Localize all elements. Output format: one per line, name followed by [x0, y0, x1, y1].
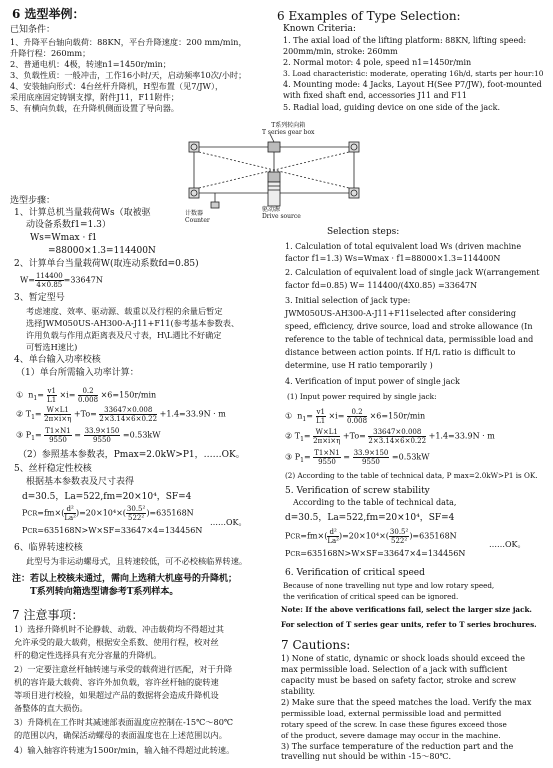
step3-text: 考虑速度、效率、驱动源、载重以及行程的余量后暂定: [26, 306, 223, 316]
step5-ok: ……OK。: [210, 518, 247, 527]
jack-icon: [189, 188, 199, 198]
step6-text-en: the verification of critical speed can be ignored.: [283, 592, 459, 601]
step4-sub-cn: （1）单台所需输入功率计算：: [16, 368, 139, 378]
note2-cn: T系列转向箱选型请参考T系列样本。: [30, 587, 179, 597]
step3-text: 可暂选H速比): [26, 342, 78, 352]
jack-icon: [349, 188, 359, 198]
known-item: 2、普通电机：4极，转速n1=1450r/min；: [10, 59, 171, 69]
caution-line-en: of the product, severe damage may occur in the machine.: [281, 731, 501, 740]
caution-line-en: travelling nut should be within -15～80℃.: [281, 752, 452, 761]
caution-line: 机的容许最大载荷、容许外加负载，容许丝杆轴的旋转速: [14, 677, 219, 687]
caution-line: 允许承受的最大载荷，根据安全系数、使用行程，校对丝: [14, 637, 219, 647]
counter-label: 计数器 Counter: [185, 210, 210, 224]
formula-n1: ① $n_1=$ $\frac{v1}{L1}$ ×i= $\frac{0.2}{0.008}$ ×6=150r/min: [16, 387, 157, 404]
caution-line-en: 3) The surface temperature of the reduction part and the: [281, 742, 514, 751]
caution-line: 2）一定要注意丝杆轴转速与承受的载荷进行匹配，对于升降: [14, 664, 233, 674]
note2-en: For selection of T series gear units, refer to T series brochures.: [281, 620, 537, 629]
known-item-en: 5. Radial load, guiding device on one side of the jack.: [283, 103, 500, 112]
note1-cn: 注：若以上校核未通过，需向上选稍大机座号的升降机；: [12, 574, 238, 584]
step4-en: 4. Verification of input power of single jack: [285, 377, 460, 386]
caution-line-en: capacity must be based on safety factor, stroke and screw: [281, 676, 517, 685]
step6-text-cn: 此型号为非运动螺母式，且转速较低，可不必校核临界转速。: [26, 556, 248, 566]
caution-line: 1）选择升降机时不论静载、动载、冲击载荷均不得超过其: [14, 624, 224, 634]
step4-cn: 4、单台输入功率校核: [14, 355, 101, 365]
caution-line: 的范围以内，确保活动螺母的表面温度也在上述范围以内。: [14, 730, 227, 740]
step5-pcr1-en: PCR=fm×( $\frac{\text{d²}}{\text{La²}}$ )=20×10⁴×( $\frac{\text{30.5²}}{\text{522²}}$ )=635168N: [285, 528, 457, 545]
section-heading-cn: 6 选型举例：: [12, 7, 85, 21]
step3-en: JWM050US-AH300-A-J11+F11selected after considering: [285, 309, 517, 318]
step1-formula2: =88000×1.3=114400N: [48, 246, 156, 256]
section-heading-en: 6 Examples of Type Selection:: [277, 9, 461, 23]
known-item-en: 3. Load characteristic: moderate, operating 16h/d, starts per hour:10: [283, 69, 544, 78]
step5-sub-en: According to the table of technical data,: [293, 498, 457, 507]
gearbox-label: T系列转向箱 T series gear box: [262, 122, 315, 136]
known-title-en: Known Criteria:: [283, 24, 356, 34]
step3-en: reference to the table of technical data, permissible load and: [285, 335, 534, 344]
known-item: 升降行程：260mm；: [10, 48, 91, 58]
step2-formula: W= $\frac{114400}{4\times 0.85}$ =33647N: [20, 272, 103, 289]
step1b-cn: 动设备系数f1=1.3）: [26, 220, 111, 230]
step5-sub-cn: 根据基本参数表及尺寸表得: [26, 477, 135, 487]
caution-line-en: stability.: [281, 687, 316, 696]
caution-heading-cn: 7 注意事项：: [12, 608, 84, 622]
formula-p1-en: ③ $P_1=$ $\frac{T1\times N1}{9550}$ = $\frac{33.9\times 150}{9550}$ =0.53kW: [285, 449, 430, 466]
caution-line: 4）输入轴容许转速为1500r/min，输入轴不得超过此转速。: [14, 745, 235, 755]
note1-en: Note: If the above verifications fail, select the larger size jack.: [281, 605, 532, 614]
known-item: 5、有横向负载，在升降机侧面设置了导向器。: [10, 103, 179, 113]
known-item-en: 200mm/min, stroke: 260mm: [283, 47, 398, 56]
step5-vals-en: d=30.5，La=522,fm=20×10⁴，SF=4: [285, 513, 455, 523]
known-item: 采用底座固定铸钢支撑，附件J11，F11附件；: [10, 92, 179, 102]
caution-line: 3）升降机在工作时其减速部表面温度应控制在-15℃～80℃: [14, 717, 234, 727]
caution-line-en: rotary speed of the screw. In case these figures exceed those: [281, 720, 507, 729]
caution-line-en: 2) Make sure that the speed matches the load. Verify the max: [281, 698, 532, 707]
steps-title-cn: 选型步骤：: [10, 196, 56, 206]
jack-icon: [189, 142, 199, 152]
jack-icon: [349, 142, 359, 152]
step5-vals-cn: d=30.5，La=522,fm=20×10⁴，SF=4: [22, 492, 192, 502]
gearbox-icon: [268, 142, 280, 152]
step3-en: determine, use H ratio temporarily ): [285, 361, 433, 370]
known-item-en: with fixed shaft end, accessories J11 and F11: [283, 91, 467, 100]
step4-sub2-en: (2) According to the table of technical data, P max=2.0kW>P1 is OK.: [285, 471, 538, 480]
step4-sub2-cn: （2）参照基本参数表，Pmax=2.0kW>P1，……OK。: [18, 450, 245, 460]
step1-en: 1. Calculation of total equivalent load Ws (driven machine: [285, 242, 522, 251]
formula-p1: ③ $P_1=$ $\frac{T1\times N1}{9550}$ = $\frac{33.9\times 150}{9550}$ =0.53kW: [16, 427, 161, 444]
caution-heading-en: 7 Cautions:: [281, 638, 351, 652]
caution-line-en: max permissible load. Selection of a jack with sufficient: [281, 665, 508, 674]
step6-en: 6. Verification of critical speed: [285, 568, 425, 578]
step2-en: 2. Calculation of equivalent load of single jack W(arrangement: [285, 268, 540, 277]
caution-line-en: 1) None of static, dynamic or shock loads should exceed the: [281, 654, 525, 663]
step5-en: 5. Verification of screw stability: [285, 486, 430, 496]
formula-t1: ② $T_1=$ $\frac{W\times L1}{2\pi\times i\times\eta}$ +To= $\frac{33647\times 0.008}{2\times 3.14\times 6\times 0.22}$ +1.4=33.9N · m: [16, 406, 226, 423]
step1-cn: 1、计算总机当量载荷Ws（取被驱: [14, 208, 151, 218]
step3-text: 许用负载与作用点距离表及尺寸表，H\L遇比不好确定: [26, 330, 222, 340]
known-item-en: 2. Normal motor: 4 pole, speed n1=1450r/min: [283, 58, 472, 67]
caution-line: 等项目进行校验，如果超过产品的数据将会造成升降机设: [14, 690, 219, 700]
step5-pcr1: PCR=fm×( $\frac{\text{d²}}{\text{La²}}$ )=20×10⁴×( $\frac{\text{30.5²}}{\text{522²}}$ )=635168N: [22, 505, 194, 522]
known-item: 4、安装轴向形式：4台丝杆升降机，H型布置（见7/JW），: [10, 81, 224, 91]
step5-cn: 5、丝杆稳定性校核: [14, 464, 92, 474]
gearbox-icon: [268, 172, 280, 182]
known-item: 1、升降平台轴向载荷：88KN，平台升降速度：200 mm/min，: [10, 37, 247, 47]
formula-n1-en: ① $n_1=$ $\frac{v1}{L1}$ ×i= $\frac{0.2}{0.008}$ ×6=150r/min: [285, 408, 426, 425]
step4-sub-en: (1) Input power required by single jack:: [287, 392, 437, 401]
counter-icon: [211, 202, 219, 208]
step5-pcr2-en: PCR=635168N>W×SF=33647×4=134456N: [285, 549, 466, 558]
step3-cn: 3、暂定型号: [14, 293, 65, 303]
caution-line: 备整体的直大损伤。: [14, 703, 88, 713]
caution-line-en: permissible load, external permissible load and permitted: [281, 709, 502, 718]
known-item-en: 4. Mounting mode: 4 Jacks, Layout H(See P7/JW), foot-mounted: [283, 80, 542, 89]
step6-text-en: Because of none travelling nut type and low rotary speed,: [283, 581, 495, 590]
known-item-en: 1. The axial load of the lifting platform: 88KN, lifting speed:: [283, 36, 527, 45]
caution-line: 杆的稳定性选择具有充分容量的升降机。: [14, 650, 162, 660]
known-title-cn: 已知条件：: [10, 25, 56, 35]
step1-formula1: Ws=Wmax · f1: [30, 233, 98, 243]
step2-cn: 2、计算单台当量载荷W(取连动系数fd=0.85): [14, 259, 199, 269]
step3-text: 选择JWM050US-AH300-A-J11+F11(参考基本参数表、: [26, 318, 240, 328]
known-item: 3、负载性质：一般冲击，工作16小时/天，启动频率10次/小时；: [10, 70, 247, 80]
step1-en: factor f1=1.3) Ws=Wmax · f1=88000×1.3=114400N: [285, 254, 501, 263]
steps-title-en: Selection steps:: [327, 227, 400, 237]
step3-en: speed, efficiency, drive source, load and stroke allowance (In: [285, 322, 533, 331]
step3-en: distance between action points. If H/L ratio is difficult to: [285, 348, 516, 357]
step2-en: factor fd=0.85) W= 114400/(4X0.85) =33647N: [285, 281, 478, 290]
step6-cn: 6、临界转速校核: [14, 543, 83, 553]
step5-ok-en: ……OK。: [489, 540, 526, 549]
formula-t1-en: ② $T_1=$ $\frac{W\times L1}{2\pi\times i\times\eta}$ +To= $\frac{33647\times 0.008}{2\times 3.14\times 6\times 0.22}$ +1.4=33.9N · m: [285, 428, 495, 445]
step5-pcr2: PCR=635168N>W×SF=33647×4=134456N: [22, 526, 203, 535]
step3-en: 3. Initial selection of jack type:: [285, 296, 411, 305]
drive-source-label: 驱动源 Drive source: [262, 206, 301, 220]
